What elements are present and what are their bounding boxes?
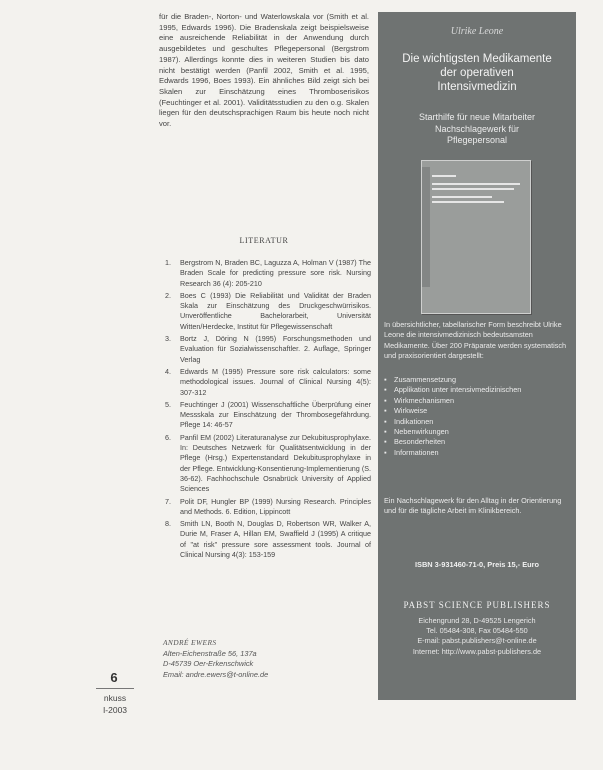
ad-feature-item: ▪ Nebenwirkungen [384,427,572,437]
cover-text-line [432,196,492,198]
ad-feature-item: ▪ Zusammensetzung [384,375,572,385]
reference-text: Smith LN, Booth N, Douglas D, Robertson WR, Walker A, Durie M, Fraser A, Hillan EM, Swaffield J (1995) A critique of "at risk" pressure sore assessment tools. Journal of Clinical Nursing 4(3): 153-159 [180,519,371,560]
reference-text: Edwards M (1995) Pressure sore risk calculators: some methodological issues. Journal of Clinical Nursing 4(5): 307-312 [180,366,371,397]
reference-item [159,433,371,495]
reference-number: 7. [165,496,171,506]
ad-description: In übersichtlicher, tabellarischer Form beschreibt Ulrike Leone die intensivmedizinisch bedeutsamsten Medikamente. Über 200 Präparate werden systematisch und praxisorientiert dargestellt: [384,320,567,361]
journal-info [90,692,140,716]
reference-number: 1. [165,258,171,267]
reference-number: 8. [165,519,171,529]
publisher-email[interactable]: E-mail: pabst.publishers@t-online.de [417,636,537,646]
reference-item [159,258,371,289]
cover-text-line [432,183,520,185]
publisher-address: Eichengrund 28, D-49525 Lengerich [418,616,536,625]
journal-issue: I-2003 [102,705,128,715]
author-name: ANDRÉ EWERS [163,638,217,647]
ad-book-author: Ulrike Leone [450,26,504,37]
reference-text: Bortz J, Döring N (1995) Forschungsmethoden und Evaluation für Sozialwissenschaftler. 2. Auflage, Springer Verlag [180,334,371,364]
author-street: Alten-Eichenstraße 56, 137a [163,648,257,658]
reference-item [159,334,371,365]
publisher-contact [378,616,576,657]
cover-text-line [432,201,504,203]
ad-feature-item: ▪ Indikationen [384,417,572,427]
reference-text: Bergstrom N, Braden BC, Laguzza A, Holman V (1987) The Braden Scale for predicting pressure sore risk. Nursing Research 36 (4): 205-210 [180,258,371,288]
reference-item [159,367,371,398]
cover-text-line [432,175,456,177]
book-spine-shade [422,167,430,287]
page-number-divider [96,688,134,689]
cover-text-line [432,188,514,190]
ad-book-subtitle: Starthilfe für neue Mitarbeiter Nachschlagewerk für Pflegepersonal [418,112,536,145]
page-number: 6 [110,670,118,685]
reference-number: 3. [165,334,171,344]
ad-closing-text: Ein Nachschlagewerk für den Alltag in der Orientierung und für die tägliche Arbeit im Klinikbereich. [384,496,562,516]
ad-feature-list [384,375,572,458]
author-email: Email: andre.ewers@t-online.de [163,669,269,679]
ad-feature-item: ▪ Wirkmechanismen [384,396,572,406]
reference-text: Polit DF, Hungler BP (1999) Nursing Research. Principles and Methods. 6. Edition, Lippincott [180,496,371,516]
reference-item [159,291,371,332]
reference-number: 5. [165,399,171,409]
reference-number: 2. [165,290,171,300]
reference-number: 4. [165,366,171,376]
ad-book-title: Die wichtigsten Medikamente der operativen Intensivmedizin [402,53,552,93]
reference-text: Boes C (1993) Die Reliabilität und Validität der Braden Skala zur Einschätzung des Druckgeschwürrisikos. Unveröffentliche Bachelorarbeit, Universität Witten/Herdecke, Institut für Pflegewissenschaft [180,290,371,331]
reference-text: Panfil EM (2002) Literaturanalyse zur Dekubitusprophylaxe. In: Deutsches Netzwerk für Qualitätsentwicklung in der Pflege (Hrsg.) Expertenstandard Dekubitusprophylaxe in der Pflege. Entwicklung-Konsentierung-Implementierung (S. 36-62). Fachhochschule Osnabrück University of Applied Sciences [180,432,371,494]
ad-feature-item: ▪ Besonderheiten [384,437,572,447]
reference-list [159,258,371,562]
ad-feature-item: ▪ Informationen [384,448,572,458]
ad-feature-item: ▪ Wirkweise [384,406,572,416]
journal-name: nkuss [103,693,127,703]
literature-heading: LITERATUR [239,236,289,245]
ad-feature-item: ▪ Applikation unter intensivmedizinischen [384,385,572,395]
reference-item [159,519,371,560]
author-city: D-45739 Oer-Erkenschwick [163,659,254,668]
book-advertisement [378,12,576,700]
book-cover-image [421,160,531,314]
publisher-phone: Tel. 05484-308, Fax 05484-550 [426,626,528,636]
ad-isbn-price: ISBN 3-931460-71-0, Preis 15,- Euro [414,560,540,569]
publisher-name: PABST SCIENCE PUBLISHERS [403,600,551,610]
article-intro-paragraph: für die Braden-, Norton- und Waterlowskala vor (Smith et al. 1995, Edwards 1996). Die Bradenskala zeigt beispielsweise eine ausreichende Reliabilität in der Anwendung durch ausgebildetes und geschultes Pflegepersonal (Bergstrom 1987). Allerdings konnte dies in weiteren Studien bis dato nicht bestätigt werden (Panfil 2002, Smith et al. 1995, Edwards 1996, Boes 1993). Ein ähnliches Bild zeigt sich bei Skalen zur Einschätzung eines Thromboserisikos (Feuchtinger et al. 2001). Validitätsstudien zu den o.g. Skalen liegen für den deutschsprachigen Raum bis heute noch nicht vor. [159,12,369,129]
reference-item [159,400,371,431]
publisher-website-link[interactable]: Internet: http://www.pabst-publishers.de [412,646,542,656]
reference-item [159,497,371,518]
author-contact [163,638,353,680]
reference-text: Feuchtinger J (2001) Wissenschaftliche Überprüfung einer Messskala zur Einschätzung der Thrombosegefährdung. Pflege 14: 46-57 [180,399,371,430]
reference-number: 6. [165,432,171,442]
